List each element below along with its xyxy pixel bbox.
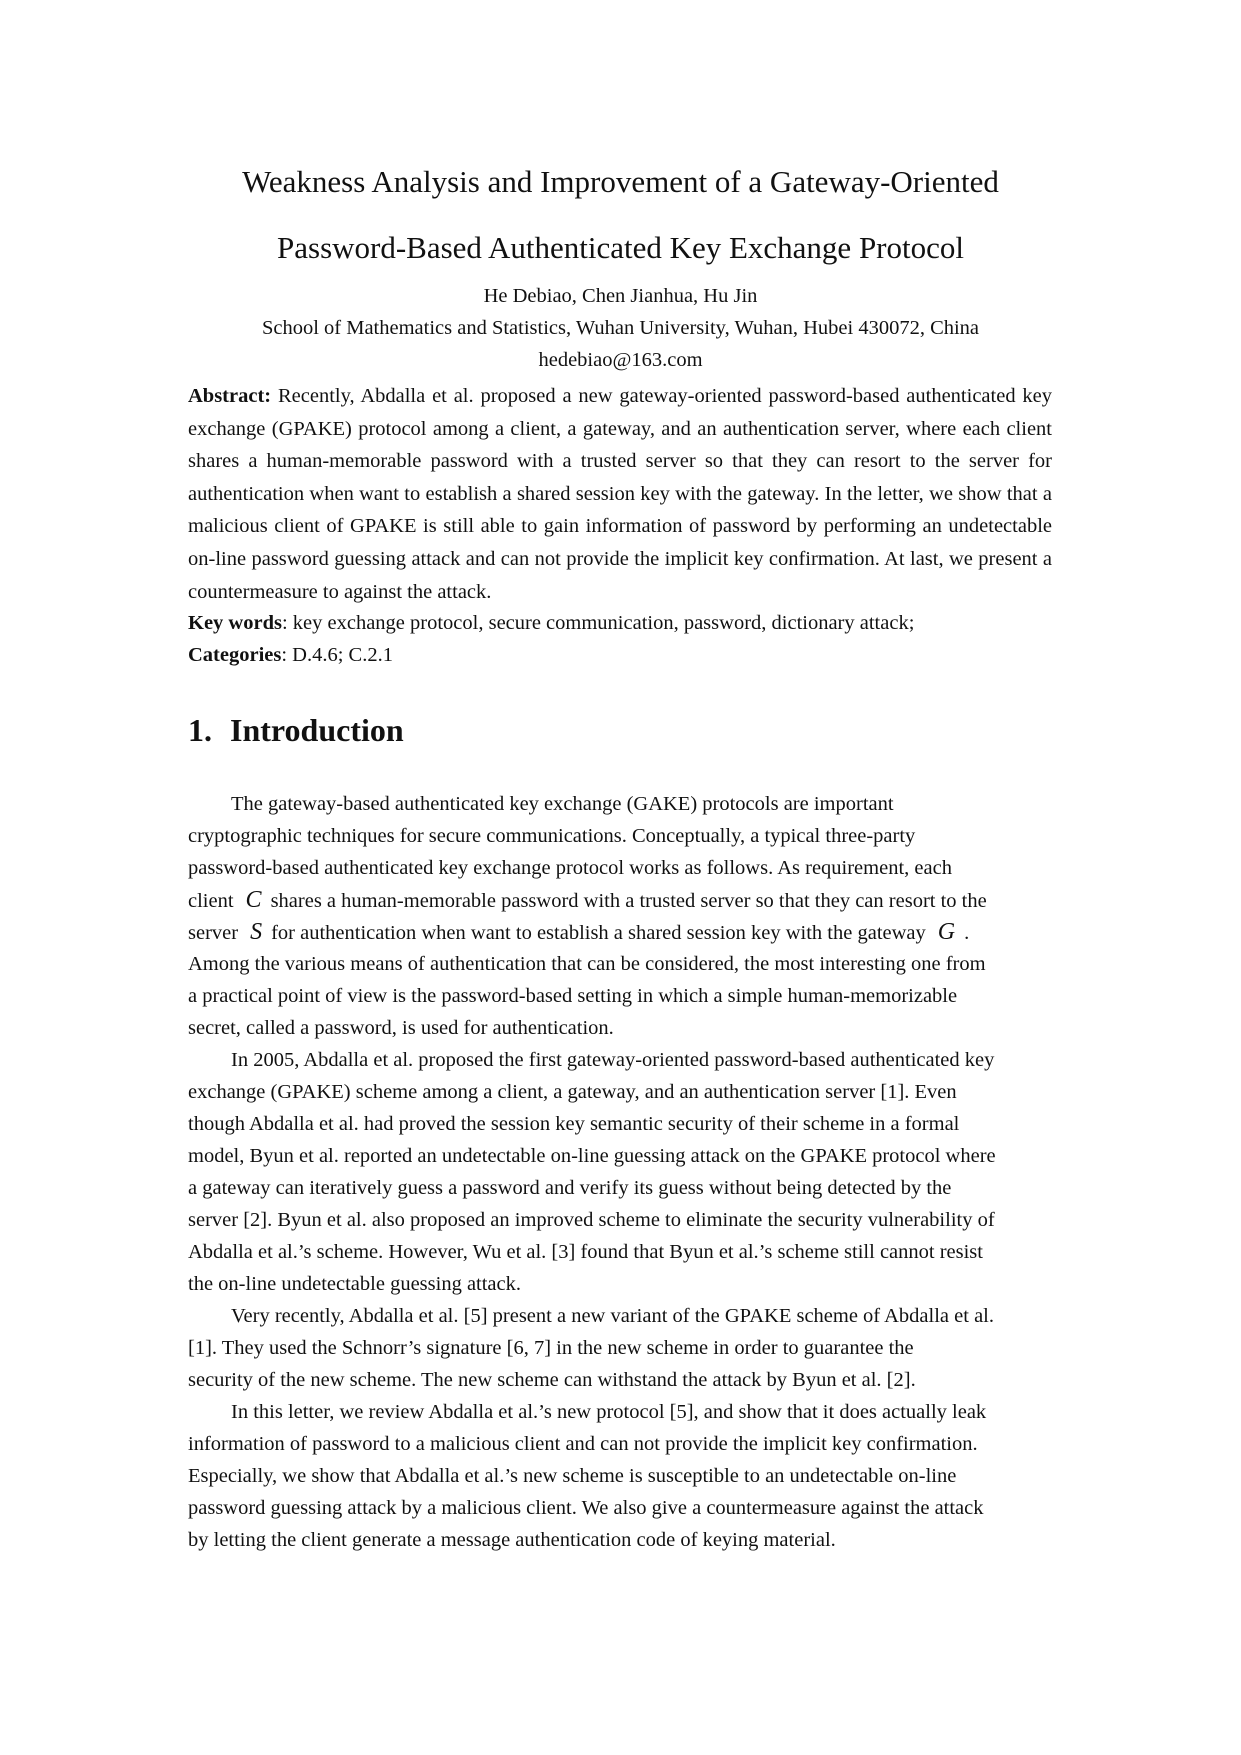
paragraph-2-line: In 2005, Abdalla et al. proposed the first gateway-oriented password-based authenticated key — [231, 1049, 995, 1071]
text-fragment: client — [188, 890, 234, 912]
text-fragment: for authentication when want to establish a shared session key with the gateway — [271, 922, 926, 944]
abstract — [188, 380, 1052, 608]
categories — [188, 639, 1088, 672]
text-fragment: . — [964, 922, 970, 944]
paragraph-3-line: security of the new scheme. The new scheme can withstand the attack by Byun et al. [2]. — [188, 1369, 916, 1391]
section-title: Introduction — [230, 712, 404, 748]
text-fragment: shares a human-memorable password with a trusted server so that they can resort to the — [270, 890, 987, 912]
paragraph-1-line: a practical point of view is the password-based setting in which a simple human-memorizable — [188, 985, 958, 1007]
abstract-label: Abstract: — [188, 385, 272, 407]
paragraph-1-line — [188, 916, 969, 949]
math-variable-s: S — [250, 919, 263, 945]
abstract-text: Recently, Abdalla et al. proposed a new gateway-oriented password-based authenticated key exchange (GPAKE) protocol among a client, a gateway, and an authentication server, where each client shares a human-memorable password with a trusted server so that they can resort to the server for authentication when want to establish a shared session key with the gateway. In the letter, we show that a malicious client of GPAKE is still able to gain information of password by performing an undetectable on-line password guessing attack and can not provide the implicit key confirmation. At last, we present a countermeasure to against the attack. — [188, 385, 1053, 603]
keywords-text: : key exchange protocol, secure communication, password, dictionary attack; — [281, 612, 915, 634]
math-variable-g: G — [937, 919, 956, 945]
paragraph-2-line: server [2]. Byun et al. also proposed an improved scheme to eliminate the security vulnerability of — [188, 1209, 995, 1231]
categories-label: Categories — [188, 644, 282, 666]
section-heading-introduction — [188, 710, 404, 750]
affiliation: School of Mathematics and Statistics, Wuhan University, Wuhan, Hubei 430072, China — [261, 317, 980, 339]
text-fragment: server — [188, 922, 239, 944]
paragraph-4-line: In this letter, we review Abdalla et al.’s new protocol [5], and show that it does actually leak — [231, 1401, 987, 1423]
section-number: 1. — [188, 712, 212, 748]
paragraph-1-line — [188, 884, 987, 917]
paragraph-1-line: cryptographic techniques for secure communications. Conceptually, a typical three-party — [188, 825, 916, 847]
paragraph-4-line: by letting the client generate a message authentication code of keying material. — [188, 1529, 836, 1551]
paragraph-2-line: though Abdalla et al. had proved the session key semantic security of their scheme in a formal — [188, 1113, 960, 1135]
paragraph-2-line: exchange (GPAKE) scheme among a client, a gateway, and an authentication server [1]. Even — [188, 1081, 957, 1103]
paper-title-line-1: Weakness Analysis and Improvement of a Gateway-Oriented — [242, 164, 999, 199]
paragraph-1-line: Among the various means of authentication that can be considered, the most interesting one from — [188, 953, 986, 975]
keywords-label: Key words — [188, 612, 282, 634]
keywords — [188, 607, 1088, 640]
paragraph-4-line: Especially, we show that Abdalla et al.’s new scheme is susceptible to an undetectable on-line — [188, 1465, 957, 1487]
paragraph-2-line: Abdalla et al.’s scheme. However, Wu et al. [3] found that Byun et al.’s scheme still cannot resist — [188, 1241, 983, 1263]
categories-text: : D.4.6; C.2.1 — [281, 644, 393, 666]
paragraph-2-line: a gateway can iteratively guess a password and verify its guess without being detected by the — [188, 1177, 952, 1199]
paragraph-2-line: the on-line undetectable guessing attack. — [188, 1273, 522, 1295]
paragraph-4-line: information of password to a malicious client and can not provide the implicit key confirmation. — [188, 1433, 978, 1455]
email: hedebiao@163.com — [538, 349, 703, 371]
paragraph-3-line: [1]. They used the Schnorr’s signature [6, 7] in the new scheme in order to guarantee the — [188, 1337, 914, 1359]
math-variable-c: C — [245, 887, 262, 913]
paragraph-3-line: Very recently, Abdalla et al. [5] present a new variant of the GPAKE scheme of Abdalla et al. — [231, 1305, 994, 1327]
paper-title-line-2: Password-Based Authenticated Key Exchange Protocol — [277, 230, 964, 265]
authors: He Debiao, Chen Jianhua, Hu Jin — [483, 285, 758, 307]
paragraph-1-line: secret, called a password, is used for authentication. — [188, 1017, 614, 1039]
paragraph-1-line: password-based authenticated key exchange protocol works as follows. As requirement, each — [188, 857, 952, 879]
paragraph-4-line: password guessing attack by a malicious client. We also give a countermeasure against the attack — [188, 1497, 984, 1519]
paragraph-1-line: The gateway-based authenticated key exchange (GAKE) protocols are important — [231, 793, 894, 815]
paragraph-2-line: model, Byun et al. reported an undetectable on-line guessing attack on the GPAKE protocol where — [188, 1145, 996, 1167]
